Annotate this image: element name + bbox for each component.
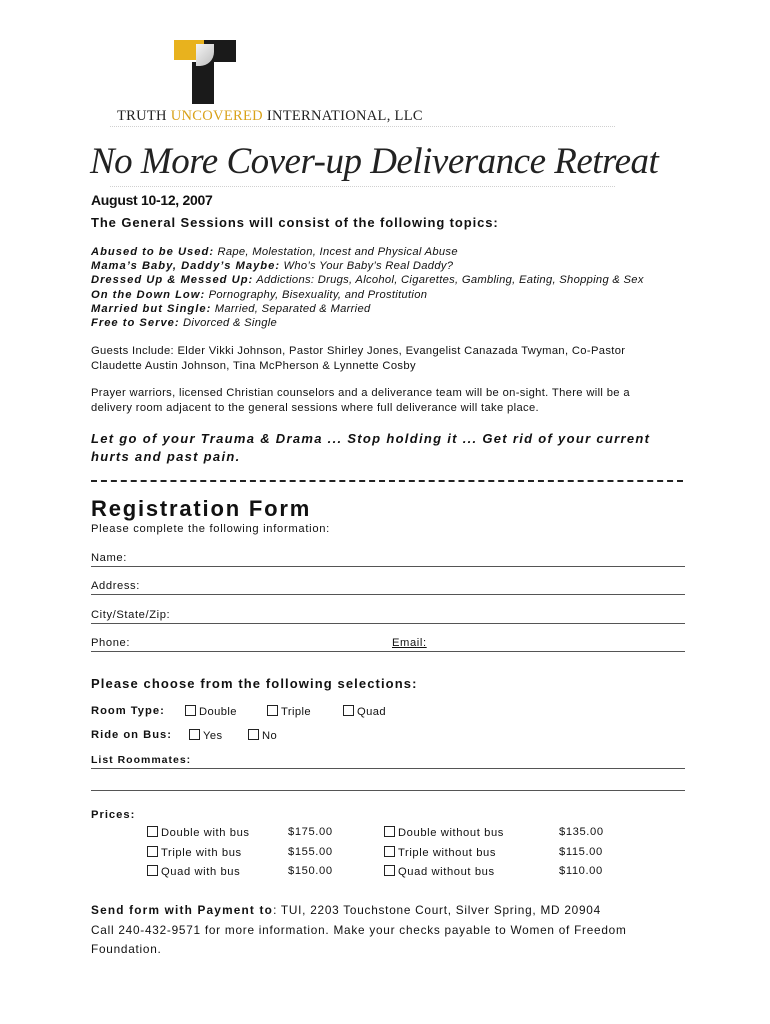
price-option-double-no-bus[interactable] xyxy=(384,826,504,839)
send-line: Send form with Payment to: TUI, 2203 Touchstone Court, Silver Spring, MD 20904 xyxy=(91,903,601,917)
phone-email-row xyxy=(91,633,685,652)
room-option-quad[interactable] xyxy=(343,705,386,718)
dotted-divider-bottom xyxy=(110,186,615,187)
topic-item: On the Down Low: Pornography, Bisexuality, and Prostitution xyxy=(91,288,428,301)
price-option-quad-no-bus[interactable] xyxy=(384,865,495,878)
price-option-label: Quad without bus xyxy=(398,866,495,878)
option-label: Yes xyxy=(203,730,223,742)
prayer-line: delivery room adjacent to the general sessions where full deliverance will take place. xyxy=(91,402,539,414)
topic-item: Abused to be Used: Rape, Molestation, Incest and Physical Abuse xyxy=(91,246,458,258)
room-option-triple[interactable] xyxy=(267,705,311,718)
price-option-label: Double with bus xyxy=(161,827,250,839)
price-option-quad-bus[interactable] xyxy=(147,865,240,878)
selections-heading: Please choose from the following selections: xyxy=(91,676,418,691)
city-label: City/State/Zip: xyxy=(91,609,171,621)
address-label: Address: xyxy=(91,580,140,592)
price-value: $150.00 xyxy=(288,865,333,877)
topic-item: Mama’s Baby, Daddy’s Maybe: Who’s Your Baby’s Real Daddy? xyxy=(91,260,454,273)
callout-text xyxy=(91,430,691,465)
email-label: Email: xyxy=(392,637,427,649)
option-label: Double xyxy=(199,706,237,718)
roommates-label: List Roommates: xyxy=(91,754,192,766)
checkbox-icon[interactable] xyxy=(147,826,158,837)
company-name: TRUTH UNCOVERED INTERNATIONAL, LLC xyxy=(117,108,423,124)
sessions-heading: The General Sessions will consist of the following topics: xyxy=(91,215,499,230)
price-option-double-bus[interactable] xyxy=(147,826,250,839)
guests-line: Guests Include: Elder Vikki Johnson, Pastor Shirley Jones, Evangelist Canazada Twyman, Co-Pastor xyxy=(91,345,626,357)
prices-label: Prices: xyxy=(91,809,136,821)
price-table xyxy=(147,826,617,886)
topic-item: Free to Serve: Divorced & Single xyxy=(91,317,278,330)
retreat-title: No More Cover-up Deliverance Retreat xyxy=(90,141,659,182)
callout-line: hurts and past pain. xyxy=(91,448,241,464)
checkbox-icon[interactable] xyxy=(147,865,158,876)
price-option-label: Quad with bus xyxy=(161,866,241,878)
room-option-double[interactable] xyxy=(185,705,237,718)
checkbox-icon[interactable] xyxy=(248,729,259,740)
bus-option-yes[interactable] xyxy=(189,729,222,742)
price-option-label: Triple without bus xyxy=(398,847,497,859)
price-value: $155.00 xyxy=(288,846,333,858)
cut-line xyxy=(91,480,683,482)
phone-label: Phone: xyxy=(91,637,131,649)
price-value: $135.00 xyxy=(559,826,604,838)
prayer-paragraph xyxy=(91,386,691,416)
checkbox-icon[interactable] xyxy=(384,865,395,876)
city-state-zip-field[interactable] xyxy=(91,605,685,624)
prayer-line: Prayer warriors, licensed Christian counselors and a deliverance team will be on-sight. There will be a xyxy=(91,387,630,399)
checkbox-icon[interactable] xyxy=(147,846,158,857)
checkbox-icon[interactable] xyxy=(189,729,200,740)
bus-option-no[interactable] xyxy=(248,729,277,742)
price-option-triple-bus[interactable] xyxy=(147,846,242,859)
price-value: $115.00 xyxy=(559,846,603,858)
roommates-line-2[interactable] xyxy=(91,790,685,791)
option-label: Triple xyxy=(281,706,311,718)
name-label: Name: xyxy=(91,552,127,564)
contact-line-end: Foundation. xyxy=(91,942,162,956)
logo-stem xyxy=(192,62,214,104)
name-field[interactable] xyxy=(91,548,685,567)
guests-paragraph xyxy=(91,344,691,374)
company-logo xyxy=(170,40,240,104)
roommates-field[interactable] xyxy=(91,750,685,769)
footer-info xyxy=(91,901,711,960)
option-label: No xyxy=(262,730,278,742)
room-type-label: Room Type: xyxy=(91,705,165,717)
dotted-divider-top xyxy=(110,126,615,127)
registration-subtitle: Please complete the following information: xyxy=(91,523,330,535)
checkbox-icon[interactable] xyxy=(384,846,395,857)
price-option-label: Double without bus xyxy=(398,827,504,839)
checkbox-icon[interactable] xyxy=(343,705,354,716)
checkbox-icon[interactable] xyxy=(384,826,395,837)
topics-list xyxy=(91,245,711,330)
event-date: August 10-12, 2007 xyxy=(91,192,213,208)
registration-title: Registration Form xyxy=(91,496,312,521)
price-value: $110.00 xyxy=(559,865,603,877)
price-value: $175.00 xyxy=(288,826,333,838)
guests-line: Claudette Austin Johnson, Tina McPherson & Lynnette Cosby xyxy=(91,360,416,372)
topic-item: Dressed Up & Messed Up: Addictions: Drugs, Alcohol, Cigarettes, Gambling, Eating, Shopping & Sex xyxy=(91,274,644,287)
checkbox-icon[interactable] xyxy=(185,705,196,716)
checkbox-icon[interactable] xyxy=(267,705,278,716)
contact-line: Call 240-432-9571 for more information. Make your checks payable to Women of Freedom xyxy=(91,922,627,937)
bus-label: Ride on Bus: xyxy=(91,729,172,741)
topic-item: Married but Single: Married, Separated & Married xyxy=(91,302,371,315)
price-option-triple-no-bus[interactable] xyxy=(384,846,496,859)
address-field[interactable] xyxy=(91,576,685,595)
option-label: Quad xyxy=(357,706,386,718)
callout-line: Let go of your Trauma & Drama ... Stop holding it ... Get rid of your current xyxy=(91,431,651,446)
price-option-label: Triple with bus xyxy=(161,847,242,859)
